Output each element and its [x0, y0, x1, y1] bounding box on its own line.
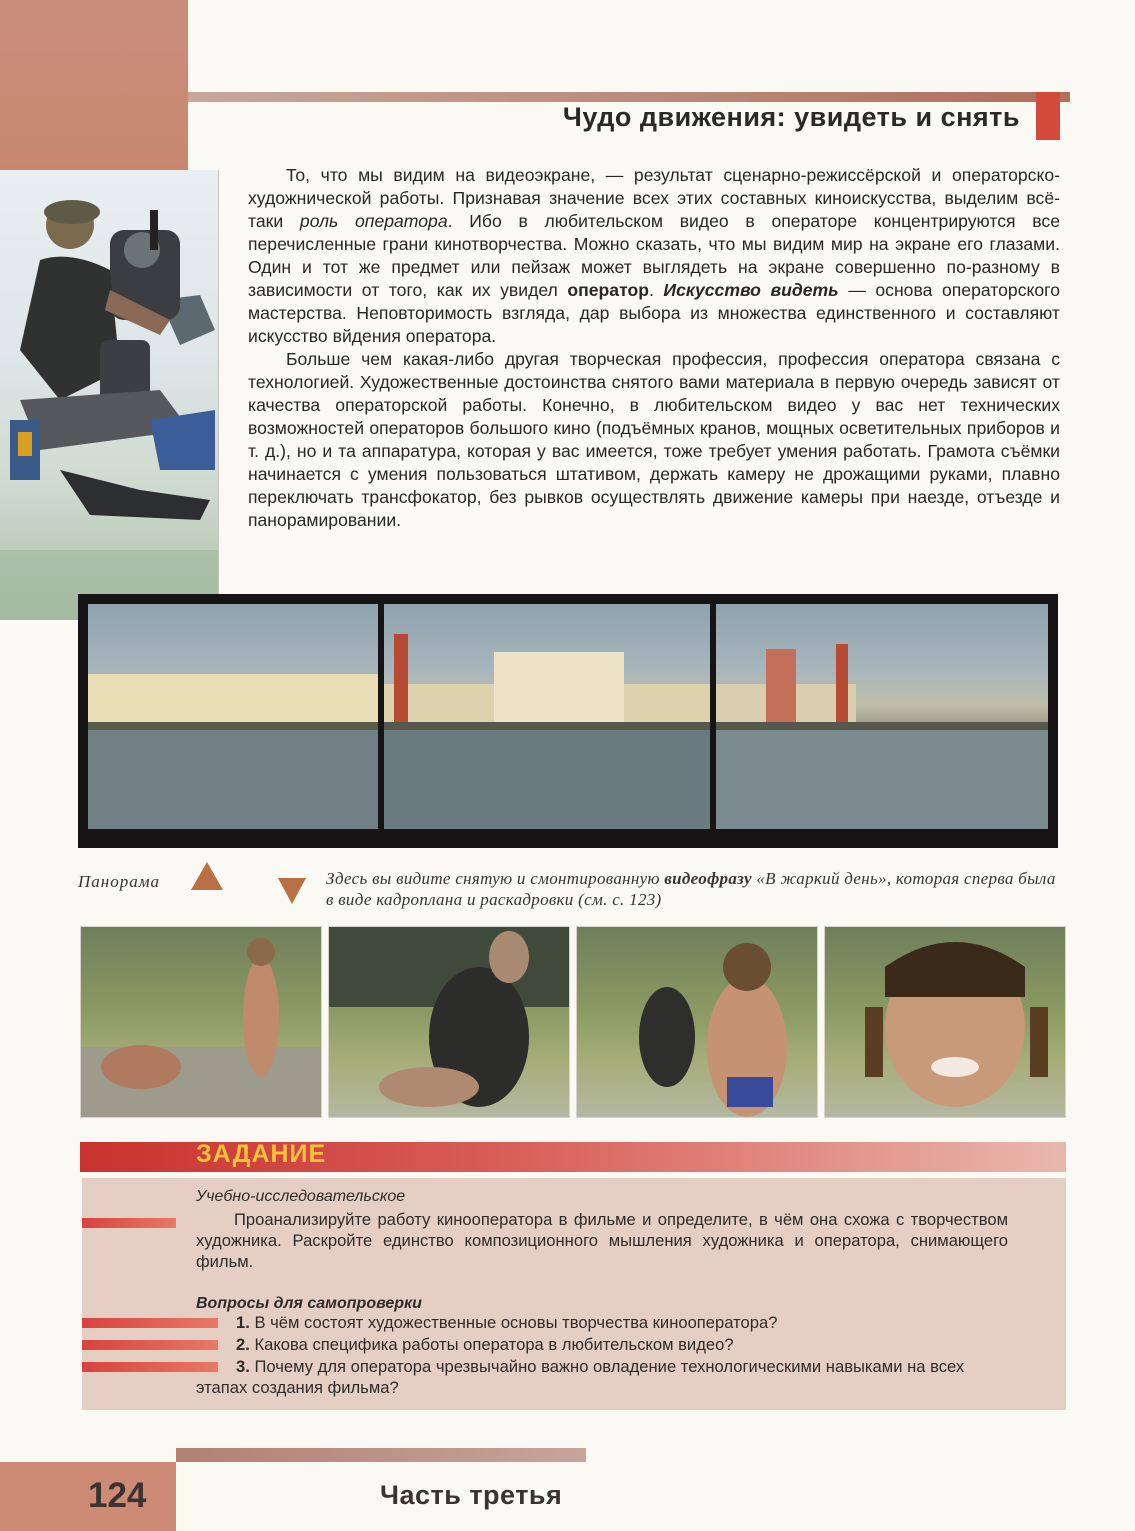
videophrase-frame-2 [328, 926, 570, 1118]
page-title: Чудо движения: увидеть и снять [562, 102, 1020, 132]
question-2: 2. Какова специфика работы оператора в любительском видео? [236, 1335, 734, 1354]
questions-title: Вопросы для самопроверки [196, 1295, 422, 1312]
task-text: Проанализируйте работу кинооператора в фильме и определите, в чём она схожа с творчеством художника. Раскройте единство композиционного мышления художника и оператора, снимающего фильм. [196, 1210, 1008, 1271]
stripe-decoration [82, 1340, 218, 1350]
stripe-decoration [82, 1218, 176, 1228]
main-text [248, 164, 1060, 532]
videophrase-caption: Здесь вы видите снятую и смонтированную видеофразу «В жаркий день», которая сперва была в виде кадроплана и раскадровки (см. с. 123) [326, 869, 1056, 909]
videophrase-frame-4 [824, 926, 1066, 1118]
panorama-frame-2 [384, 604, 710, 829]
panorama-frame-1 [88, 604, 378, 829]
header-rule [188, 92, 1070, 102]
triangle-up-icon [191, 862, 223, 890]
paragraph-2: Больше чем какая-либо другая творческая профессия, профессия оператора связана с технологией. Художественные достоинства снятого вами материала в первую очередь зависят от качества операторской работы. Конечно, в любительском видео у вас нет технических возможностей операторов большого кино (подъёмных кранов, мощных осветительных приборов и т. д.), но и та аппаратура, которая у вас имеется, тоже требует умения работать. Грамота съёмки начинается с умения пользоваться штативом, держать камеру не дрожащими руками, плавно переключать трансфокатор, без рывков осуществлять движение камеры при наезде, отъезде и панорамировании. [248, 349, 1060, 530]
stripe-decoration [82, 1318, 218, 1328]
panorama-frame-3 [716, 604, 1048, 829]
header-accent-tab [1036, 92, 1060, 140]
panorama-photo-strip [78, 594, 1058, 848]
camera-operator-photo [0, 170, 219, 620]
triangle-down-icon [278, 878, 306, 904]
top-left-color-block [0, 0, 188, 172]
videophrase-frame-3 [576, 926, 818, 1118]
question-3: 3. Почему для оператора чрезвычайно важно овладение технологическими навыками на всех этапах создания фильма? [196, 1357, 965, 1397]
videophrase-frame-1 [80, 926, 322, 1118]
question-1: 1. В чём состоят художественные основы творчества кинооператора? [236, 1313, 778, 1332]
footer-rule [176, 1448, 586, 1462]
part-title: Часть третья [380, 1480, 563, 1510]
task-title: ЗАДАНИЕ [196, 1140, 327, 1168]
page-number: 124 [88, 1476, 147, 1515]
panorama-caption: Панорама [78, 872, 161, 891]
paragraph-1: То, что мы видим на видеоэкране, — результат сценарно-режиссёрской и операторско-художнической работы. Признавая значение всех этих составных киноискусства, выделим всё-таки роль оператора. Ибо в любительском видео в операторе концентрируются все перечисленные грани кинотворчества. Можно сказать, что мы видим мир на экране его глазами. Один и тот же предмет или пейзаж может выглядеть на экране совершенно по-разному в зависимости от того, как их увидел оператор. Искусство видеть — основа операторского мастерства. Неповторимость взгляда, дар выбора из множества единственного и составляют искусство вйдения оператора. [248, 165, 1060, 346]
task-subtitle: Учебно-исследовательское [196, 1188, 406, 1205]
